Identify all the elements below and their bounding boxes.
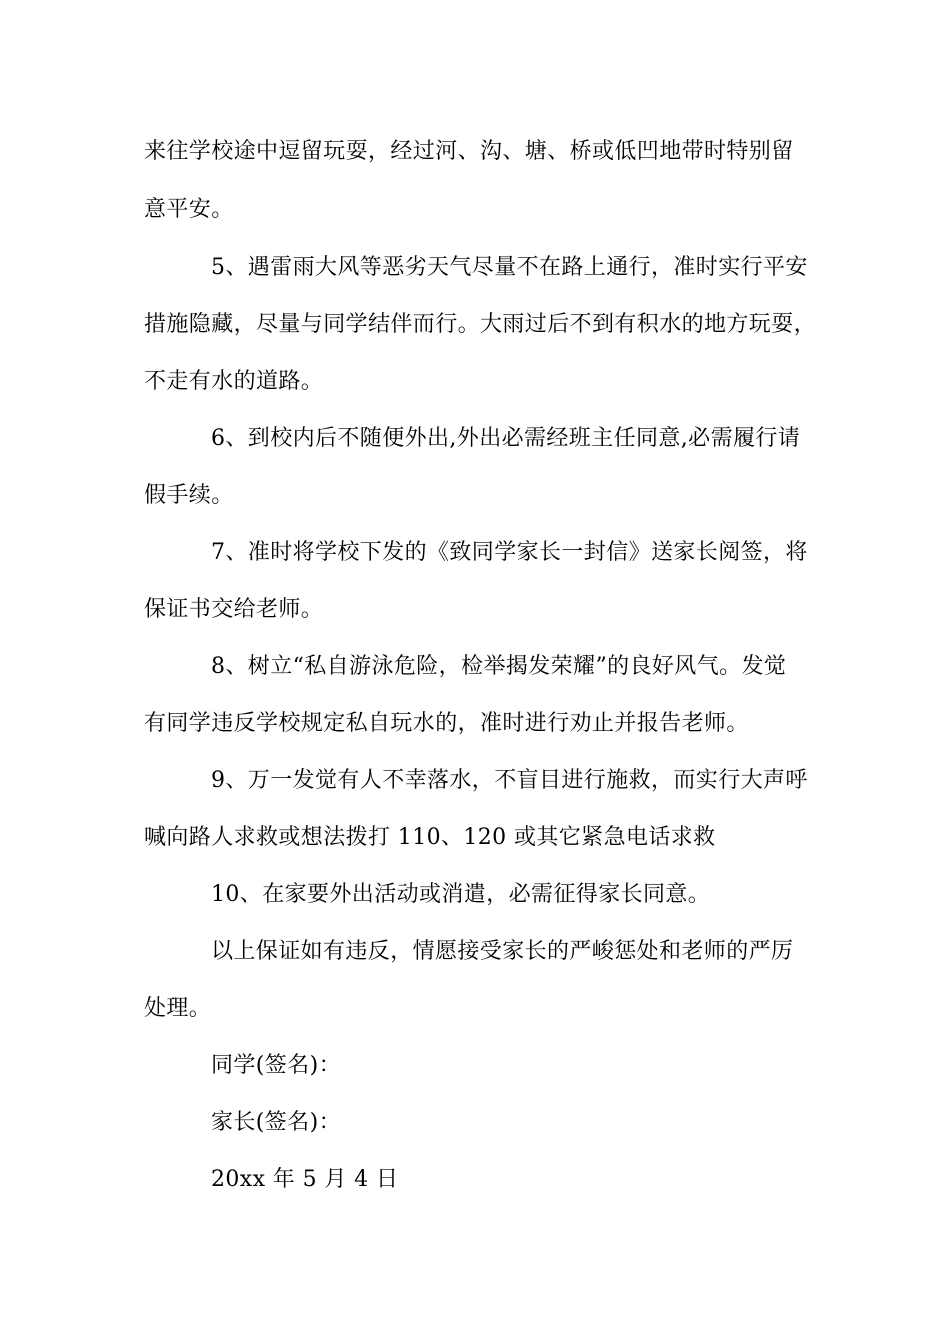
paragraph-8-line-1: 8、树立“私自游泳危险，检举揭发荣耀”的良好风气。发觉 xyxy=(211,654,787,679)
closing-paragraph-line-1: 以上保证如有违反，情愿接受家长的严峻惩处和老师的严厉 xyxy=(211,939,794,964)
paragraph-5-line-3: 不走有水的道路。 xyxy=(144,369,324,394)
paragraph-9-line-1: 9、万一发觉有人不幸落水，不盲目进行施救，而实行大声呼 xyxy=(211,768,808,793)
paragraph-9-line-2: 喊向路人求救或想法拨打 110、120 或其它紧急电话求救 xyxy=(144,825,716,850)
paragraph-10-line-1: 10、在家要外出活动或消遣，必需征得家长同意。 xyxy=(211,882,711,907)
paragraph-6-line-2: 假手续。 xyxy=(144,483,234,508)
paragraph-4-line-2: 意平安。 xyxy=(144,197,234,222)
paragraph-6-line-1: 6、到校内后不随便外出,外出必需经班主任同意,必需履行请 xyxy=(211,426,801,451)
paragraph-5-line-2: 措施隐藏，尽量与同学结伴而行。大雨过后不到有积水的地方玩耍， xyxy=(144,312,817,337)
paragraph-5-line-1: 5、遇雷雨大风等恶劣天气尽量不在路上通行，准时实行平安 xyxy=(211,255,808,280)
paragraph-4-line-1: 来往学校途中逗留玩耍，经过河、沟、塘、桥或低凹地带时特别留 xyxy=(144,139,794,164)
student-signature-line: 同学(签名)： xyxy=(211,1053,341,1078)
parent-signature-line: 家长(签名)： xyxy=(211,1110,341,1135)
paragraph-7-line-1: 7、准时将学校下发的《致同学家长一封信》送家长阅签，将 xyxy=(211,540,808,565)
closing-paragraph-line-2: 处理。 xyxy=(144,996,212,1021)
paragraph-8-line-2: 有同学违反学校规定私自玩水的，准时进行劝止并报告老师。 xyxy=(144,711,749,736)
paragraph-7-line-2: 保证书交给老师。 xyxy=(144,597,324,622)
date-line: 20xx 年 5 月 4 日 xyxy=(211,1167,399,1192)
